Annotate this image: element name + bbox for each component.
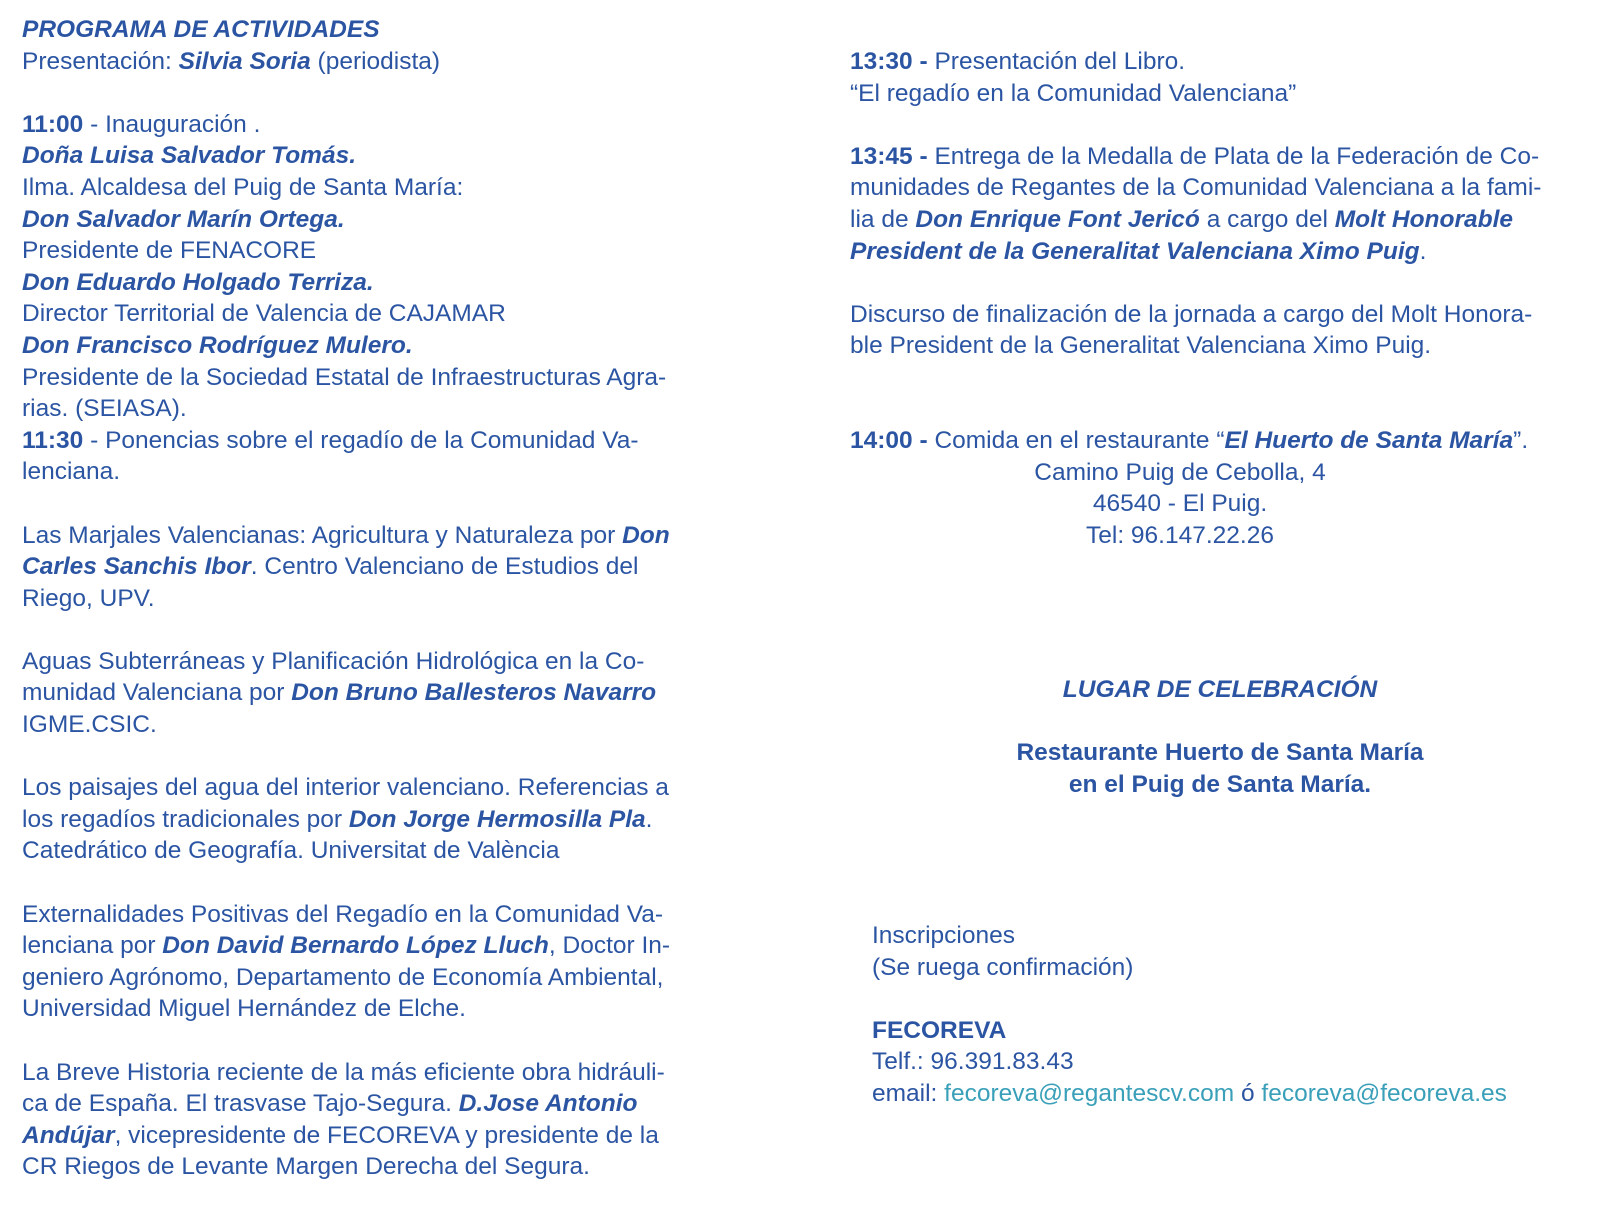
talk-1-line2 bbox=[22, 551, 722, 583]
program-column bbox=[22, 14, 722, 1183]
talk-text: Las Marjales Valencianas: Agricultura y Naturaleza por bbox=[22, 521, 623, 549]
talk-text: los regadíos tradicionales por bbox=[22, 805, 349, 833]
time-1345: 13:45 - bbox=[850, 142, 928, 170]
talk-speaker: Carles Sanchis Ibor bbox=[22, 553, 251, 581]
address: Camino Puig de Cebolla, 4 bbox=[1034, 458, 1326, 486]
registration-label: Inscripciones bbox=[872, 922, 1015, 949]
item-1400 bbox=[850, 425, 1590, 457]
inauguration-text: Inauguración . bbox=[105, 110, 261, 138]
presenter-line bbox=[22, 46, 722, 78]
restaurant-name: El Huerto de Santa María bbox=[1224, 426, 1514, 454]
item-1100 bbox=[22, 109, 722, 141]
venue-section bbox=[850, 674, 1590, 800]
item-1330 bbox=[850, 46, 1590, 78]
talk-1 bbox=[22, 520, 722, 552]
item-text: lia de bbox=[850, 205, 916, 233]
honoree-name: Don Enrique Font Jericó bbox=[915, 205, 1200, 233]
talk-text: Catedrático de Geografía. Universitat de València bbox=[22, 837, 560, 865]
item-text: Entrega de la Medalla de Plata de la Federación de Co- bbox=[927, 142, 1540, 170]
president-title: President de la Generalitat Valenciana Ximo Puig bbox=[850, 237, 1420, 265]
venue-heading: LUGAR DE CELEBRACIÓN bbox=[1062, 676, 1378, 703]
presenter-label: Presentación: bbox=[22, 47, 179, 75]
talk-text: . bbox=[645, 805, 653, 833]
speaker-name: Don Eduardo Holgado Terriza. bbox=[22, 268, 374, 296]
speaker-role: Ilma. Alcaldesa del Puig de Santa María: bbox=[22, 173, 464, 201]
talk-text: geniero Agrónomo, Departamento de Economía Ambiental, bbox=[22, 963, 664, 991]
separator: - bbox=[83, 110, 106, 138]
email-link[interactable]: fecoreva@regantescv.com bbox=[944, 1079, 1235, 1107]
speaker-role: Presidente de la Sociedad Estatal de Infraestructuras Agra- bbox=[22, 363, 667, 391]
separator: - bbox=[83, 426, 106, 454]
item-text: munidades de Regantes de la Comunidad Valenciana a la fami- bbox=[850, 174, 1542, 202]
talk-text: ca de España. El trasvase Tajo-Segura. bbox=[22, 1090, 459, 1118]
talk-4: Externalidades Positivas del Regadío en la Comunidad Va- bbox=[22, 900, 664, 928]
talk-3: Los paisajes del agua del interior valenciano. Referencias a bbox=[22, 774, 669, 802]
afternoon-column bbox=[850, 46, 1590, 551]
talk-text: munidad Valenciana por bbox=[22, 679, 292, 707]
venue-name: Restaurante Huerto de Santa María bbox=[1016, 739, 1424, 767]
item-1345 bbox=[850, 141, 1590, 173]
talk-4-line2 bbox=[22, 930, 722, 962]
talk-5-line2 bbox=[22, 1088, 722, 1120]
talk-speaker: D.Jose Antonio bbox=[458, 1090, 638, 1118]
item-text: ”. bbox=[1513, 426, 1529, 454]
program-heading: PROGRAMA DE ACTIVIDADES bbox=[22, 16, 380, 43]
talk-2: Aguas Subterráneas y Planificación Hidrológica en la Co- bbox=[22, 647, 645, 675]
email-separator: ó bbox=[1234, 1079, 1262, 1107]
org-phone: Telf.: 96.391.83.43 bbox=[872, 1048, 1074, 1076]
speaker-role: Presidente de FENACORE bbox=[22, 237, 317, 265]
talks-text-cont: lenciana. bbox=[22, 458, 121, 486]
email-line bbox=[872, 1078, 1592, 1110]
talk-text: , vicepresidente de FECOREVA y presidente de la bbox=[114, 1121, 659, 1149]
talk-speaker: Andújar bbox=[22, 1121, 115, 1149]
talk-speaker: Don bbox=[622, 521, 670, 549]
registration-note: (Se ruega confirmación) bbox=[872, 953, 1134, 981]
talk-text: Universidad Miguel Hernández de Elche. bbox=[22, 995, 466, 1023]
talk-text: IGME.CSIC. bbox=[22, 711, 157, 739]
talk-text: . Centro Valenciano de Estudios del bbox=[250, 553, 639, 581]
talks-text: Ponencias sobre el regadío de la Comunidad Va- bbox=[105, 426, 639, 454]
item-1130 bbox=[22, 425, 722, 457]
item-1345-line4 bbox=[850, 236, 1590, 268]
closing-speech: Discurso de finalización de la jornada a cargo del Molt Honora- bbox=[850, 300, 1533, 328]
closing-speech: ble President de la Generalitat Valenciana Ximo Puig. bbox=[850, 332, 1432, 360]
talk-text: CR Riegos de Levante Margen Derecha del Segura. bbox=[22, 1153, 590, 1181]
city: 46540 - El Puig. bbox=[1092, 490, 1268, 518]
talk-speaker: Don David Bernardo López Lluch bbox=[162, 932, 549, 960]
item-text: . bbox=[1419, 237, 1427, 265]
item-text: a cargo del bbox=[1199, 205, 1335, 233]
talk-text: Riego, UPV. bbox=[22, 584, 155, 612]
speaker-role: rias. (SEIASA). bbox=[22, 395, 187, 423]
time-1400: 14:00 - bbox=[850, 426, 928, 454]
email-link[interactable]: fecoreva@fecoreva.es bbox=[1261, 1079, 1507, 1107]
speaker-name: Don Francisco Rodríguez Mulero. bbox=[22, 331, 413, 359]
item-text: Comida en el restaurante “ bbox=[927, 426, 1225, 454]
talk-5: La Breve Historia reciente de la más eficiente obra hidráuli- bbox=[22, 1058, 665, 1086]
talk-2-line2 bbox=[22, 677, 722, 709]
venue-location: en el Puig de Santa María. bbox=[1068, 770, 1372, 798]
book-title: “El regadío en la Comunidad Valenciana” bbox=[850, 79, 1297, 107]
talk-speaker: Don Bruno Ballesteros Navarro bbox=[291, 679, 657, 707]
time-1130: 11:30 bbox=[22, 426, 84, 454]
talk-speaker: Don Jorge Hermosilla Pla bbox=[348, 805, 646, 833]
talk-3-line2 bbox=[22, 804, 722, 836]
talk-text: , Doctor In- bbox=[548, 932, 671, 960]
president-title: Molt Honorable bbox=[1334, 205, 1514, 233]
speaker-name: Don Salvador Marín Ortega. bbox=[22, 205, 345, 233]
talk-5-line3 bbox=[22, 1120, 722, 1152]
item-1345-line3 bbox=[850, 204, 1590, 236]
registration-section bbox=[872, 920, 1592, 1110]
email-label: email: bbox=[872, 1079, 945, 1107]
org-name: FECOREVA bbox=[872, 1016, 1007, 1044]
phone: Tel: 96.147.22.26 bbox=[1086, 521, 1274, 549]
item-text: Presentación del Libro. bbox=[927, 48, 1186, 75]
time-1330: 13:30 - bbox=[850, 48, 928, 75]
presenter-role: (periodista) bbox=[310, 47, 441, 75]
presenter-name: Silvia Soria bbox=[178, 47, 311, 75]
time-1100: 11:00 bbox=[22, 110, 84, 138]
speaker-role: Director Territorial de Valencia de CAJAMAR bbox=[22, 300, 506, 328]
talk-text: lenciana por bbox=[22, 932, 163, 960]
speaker-name: Doña Luisa Salvador Tomás. bbox=[22, 142, 357, 170]
